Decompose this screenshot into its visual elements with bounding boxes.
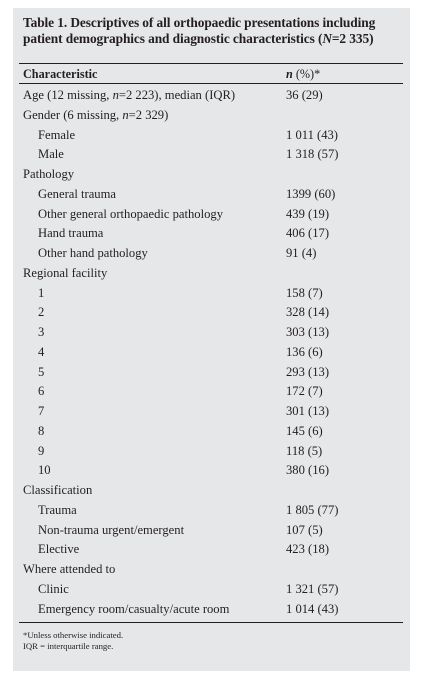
table-row (0, 602, 423, 622)
row-value: 1 011 (43) (286, 127, 338, 142)
table-section-row (0, 167, 423, 187)
row-label: Non-trauma urgent/emergent (38, 522, 185, 537)
row-label: Age (12 missing, n=2 223), median (IQR) (23, 88, 236, 102)
row-label: Other hand pathology (38, 246, 148, 260)
column-header-characteristic: Characteristic (23, 67, 98, 81)
row-label: 4 (38, 344, 45, 359)
header-bottom-rule (19, 83, 403, 84)
row-label: Emergency room/casualty/acute room (38, 601, 230, 616)
row-label: 3 (38, 325, 45, 339)
row-value: 1399 (60) (286, 186, 336, 201)
row-value: 1 318 (57) (286, 147, 339, 162)
table-row (0, 305, 423, 325)
row-value: 107 (5) (286, 522, 323, 537)
table-row (0, 187, 423, 207)
row-label: 7 (38, 404, 45, 418)
row-label: 1 (38, 285, 45, 300)
table-row (0, 444, 423, 464)
table-row (0, 384, 423, 404)
row-label: Other general orthopaedic pathology (38, 206, 223, 221)
row-value: 158 (7) (286, 285, 323, 300)
column-header-n: n (%)* (286, 67, 321, 81)
row-label: Classification (23, 483, 93, 497)
table-row (0, 424, 423, 444)
table-row (0, 246, 423, 266)
table-row (0, 463, 423, 483)
row-label: 2 (38, 305, 45, 320)
row-label: Female (38, 127, 76, 142)
row-value: 91 (4) (286, 246, 317, 260)
row-value: 439 (19) (286, 206, 330, 221)
row-label: Clinic (38, 581, 69, 596)
row-value: 1 321 (57) (286, 581, 339, 596)
row-label: Pathology (23, 167, 75, 181)
row-value: 380 (16) (286, 463, 330, 478)
row-value: 406 (17) (286, 226, 330, 241)
row-value: 423 (18) (286, 542, 330, 557)
row-label: Male (38, 147, 64, 162)
table-row (0, 523, 423, 543)
row-label: Gender (6 missing, n=2 329) (23, 107, 169, 122)
row-value: 1 014 (43) (286, 601, 339, 616)
row-label: Trauma (38, 502, 77, 517)
row-value: 328 (14) (286, 305, 330, 320)
row-value: 1 805 (77) (286, 502, 339, 517)
footnote-2: IQR = interquartile range. (23, 641, 114, 651)
table-row (0, 128, 423, 148)
table-row (0, 207, 423, 227)
header-top-rule (19, 63, 403, 64)
row-value: 303 (13) (286, 325, 330, 339)
row-value: 136 (6) (286, 344, 323, 359)
row-value: 118 (5) (286, 443, 323, 458)
table-bottom-rule (19, 622, 403, 623)
table-row (0, 582, 423, 602)
footnote-1: *Unless otherwise indicated. (23, 630, 124, 640)
table-row (0, 503, 423, 523)
table-row (0, 404, 423, 424)
row-label: 5 (38, 364, 45, 379)
table-row (0, 325, 423, 345)
row-label: Elective (38, 542, 80, 557)
table-row (0, 542, 423, 562)
row-label: General trauma (38, 186, 116, 201)
row-label: 8 (38, 423, 45, 438)
row-label: 9 (38, 443, 45, 458)
row-value: 172 (7) (286, 384, 323, 399)
row-label: 6 (38, 384, 45, 399)
table-row (0, 286, 423, 306)
table-row (0, 345, 423, 365)
table-section-row (0, 266, 423, 286)
table-row (0, 226, 423, 246)
table-section-row (0, 108, 423, 128)
row-label: 10 (38, 463, 51, 478)
row-label: Where attended to (23, 562, 116, 576)
row-value: 293 (13) (286, 364, 330, 379)
row-value: 301 (13) (286, 404, 330, 418)
table-section-row (0, 562, 423, 582)
table-section-row (0, 88, 423, 108)
table-row (0, 147, 423, 167)
row-label: Hand trauma (38, 226, 104, 241)
table-title: Table 1. Descriptives of all orthopaedic presentations including patient demographics and diagnostic characteristics (N=2 335) (23, 15, 376, 46)
row-value: 36 (29) (286, 88, 323, 102)
row-value: 145 (6) (286, 423, 323, 438)
row-label: Regional facility (23, 265, 108, 280)
table-section-row (0, 483, 423, 503)
table-row (0, 365, 423, 385)
